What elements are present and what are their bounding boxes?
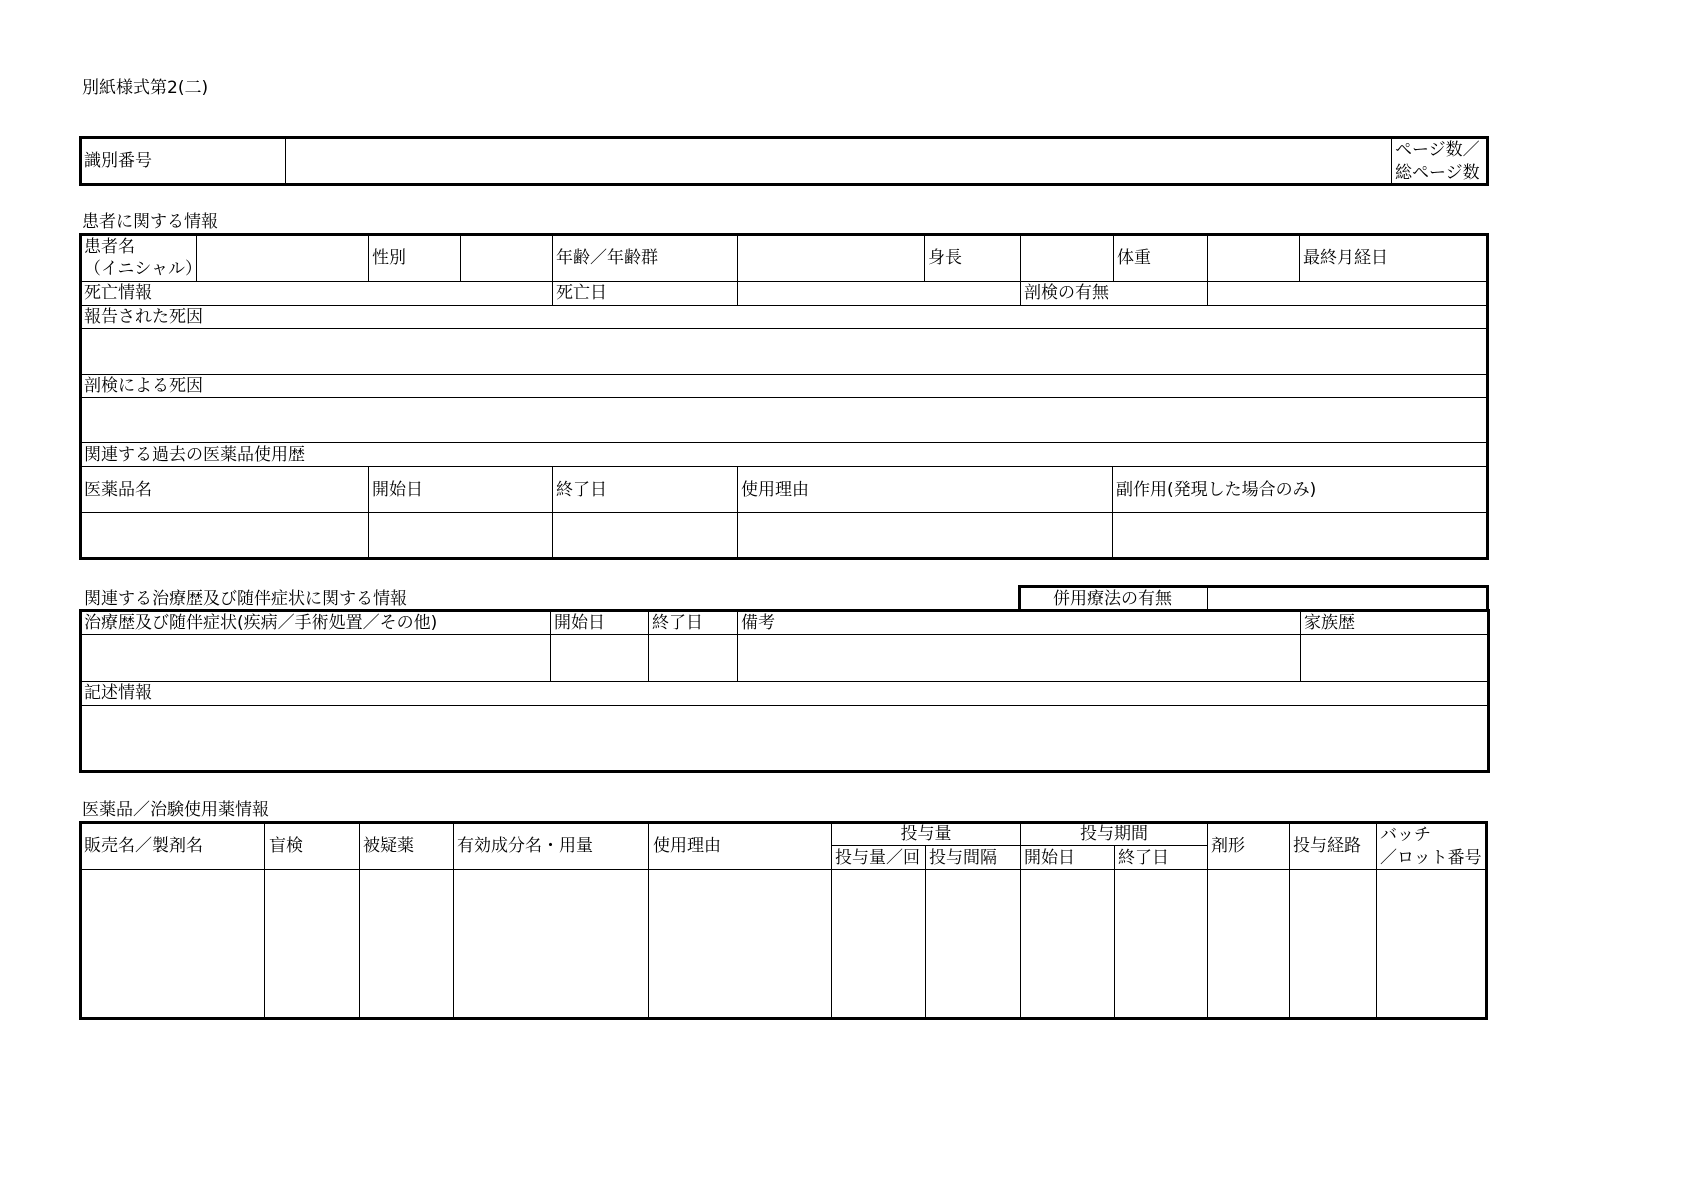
- treatment-end-date-field[interactable]: [649, 635, 736, 680]
- drug-start-date-field[interactable]: [1021, 870, 1113, 1017]
- age-field[interactable]: [738, 236, 923, 280]
- ingredient-field[interactable]: [454, 870, 647, 1017]
- patient-name-field[interactable]: [197, 236, 367, 280]
- batch-field[interactable]: [1377, 870, 1486, 1017]
- age-label: 年齢／年齢群: [556, 248, 658, 268]
- treatment-remarks-header: 備考: [741, 613, 775, 633]
- blind-field[interactable]: [265, 870, 358, 1017]
- trade-name-field[interactable]: [82, 870, 263, 1017]
- past-end-date-header: 終了日: [556, 480, 607, 500]
- height-label: 身長: [928, 248, 962, 268]
- narrative-field[interactable]: [82, 706, 1487, 770]
- treatment-end-date-header: 終了日: [652, 613, 703, 633]
- treatment-history-header: 治療歴及び随伴症状(疾病／手術処置／その他): [84, 613, 438, 633]
- death-info-label: 死亡情報: [84, 283, 152, 303]
- drug-section-title: 医薬品／治験使用薬情報: [82, 800, 269, 820]
- ingredient-header: 有効成分名・用量: [457, 836, 593, 856]
- interval-header: 投与間隔: [929, 848, 997, 868]
- concomitant-label: 併用療法の有無: [1053, 589, 1172, 609]
- autopsy-field[interactable]: [1208, 282, 1486, 304]
- trade-name-header: 販売名／製剤名: [84, 836, 203, 856]
- reason-header: 使用理由: [653, 836, 721, 856]
- past-drug-name-header: 医薬品名: [84, 480, 152, 500]
- reported-cause-label: 報告された死因: [84, 307, 203, 327]
- weight-field[interactable]: [1208, 236, 1298, 280]
- drug-end-date-field[interactable]: [1115, 870, 1206, 1017]
- past-side-effect-header: 副作用(発現した場合のみ): [1116, 480, 1317, 500]
- autopsy-cause-label: 剖検による死因: [84, 376, 203, 396]
- divider: [368, 235, 369, 281]
- past-reason-field[interactable]: [738, 513, 1111, 557]
- weight-label: 体重: [1117, 248, 1151, 268]
- id-number-label: 識別番号: [84, 151, 152, 171]
- row-line: [81, 681, 1488, 682]
- suspect-field[interactable]: [360, 870, 452, 1017]
- row-line: [81, 442, 1487, 443]
- patient-section-title: 患者に関する情報: [82, 212, 218, 232]
- dose-header: 投与量: [900, 824, 952, 844]
- batch-header-line1: バッチ: [1380, 825, 1431, 845]
- route-header: 投与経路: [1293, 836, 1361, 856]
- treatment-remarks-field[interactable]: [738, 635, 1299, 680]
- page-count-label-line1: ページ数／: [1395, 140, 1480, 160]
- divider: [1391, 138, 1392, 184]
- family-history-header: 家族歴: [1304, 613, 1355, 633]
- treatment-history-field[interactable]: [82, 635, 549, 680]
- past-side-effect-field[interactable]: [1113, 513, 1486, 557]
- sex-field[interactable]: [461, 236, 551, 280]
- drug-end-date-header: 終了日: [1118, 848, 1169, 868]
- suspect-header: 被疑薬: [363, 836, 414, 856]
- form-title: 別紙様式第2(二): [82, 78, 209, 98]
- divider: [1299, 235, 1300, 281]
- past-reason-header: 使用理由: [741, 480, 809, 500]
- batch-header-line2: ／ロット番号: [1380, 848, 1482, 868]
- row-line: [81, 466, 1487, 467]
- divider: [924, 235, 925, 281]
- treatment-start-date-field[interactable]: [551, 635, 647, 680]
- concomitant-field[interactable]: [1208, 588, 1486, 610]
- past-end-date-field[interactable]: [553, 513, 736, 557]
- autopsy-label: 剖検の有無: [1024, 283, 1109, 303]
- patient-initials-label: （イニシャル）: [84, 259, 202, 279]
- death-date-field[interactable]: [738, 282, 1019, 304]
- past-drug-name-field[interactable]: [82, 513, 367, 557]
- sex-label: 性別: [372, 248, 406, 268]
- autopsy-cause-field[interactable]: [82, 398, 1486, 441]
- treatment-section-title: 関連する治療歴及び随伴症状に関する情報: [84, 589, 407, 609]
- drug-start-date-header: 開始日: [1024, 848, 1075, 868]
- patient-name-label: 患者名: [84, 237, 135, 257]
- height-field[interactable]: [1021, 236, 1112, 280]
- blind-header: 盲検: [269, 836, 303, 856]
- family-history-field[interactable]: [1301, 635, 1487, 680]
- dose-per-field[interactable]: [832, 870, 924, 1017]
- reason-field[interactable]: [649, 870, 830, 1017]
- id-number-field[interactable]: [286, 139, 1390, 183]
- dose-per-header: 投与量／回: [835, 848, 920, 868]
- interval-field[interactable]: [926, 870, 1019, 1017]
- past-start-date-header: 開始日: [372, 480, 423, 500]
- form-header: 剤形: [1211, 836, 1245, 856]
- past-start-date-field[interactable]: [369, 513, 551, 557]
- form-field[interactable]: [1208, 870, 1288, 1017]
- death-date-label: 死亡日: [556, 283, 607, 303]
- row-line: [81, 305, 1487, 306]
- reported-cause-field[interactable]: [82, 329, 1486, 373]
- page-count-label-line2: 総ページ数: [1395, 163, 1480, 183]
- narrative-label: 記述情報: [84, 683, 152, 703]
- last-menses-label: 最終月経日: [1303, 248, 1388, 268]
- row-line: [81, 374, 1487, 375]
- route-field[interactable]: [1290, 870, 1375, 1017]
- treatment-start-date-header: 開始日: [554, 613, 605, 633]
- past-drug-history-label: 関連する過去の医薬品使用歴: [84, 445, 305, 465]
- period-header: 投与期間: [1080, 824, 1148, 844]
- divider: [1113, 235, 1114, 281]
- divider: [552, 235, 553, 305]
